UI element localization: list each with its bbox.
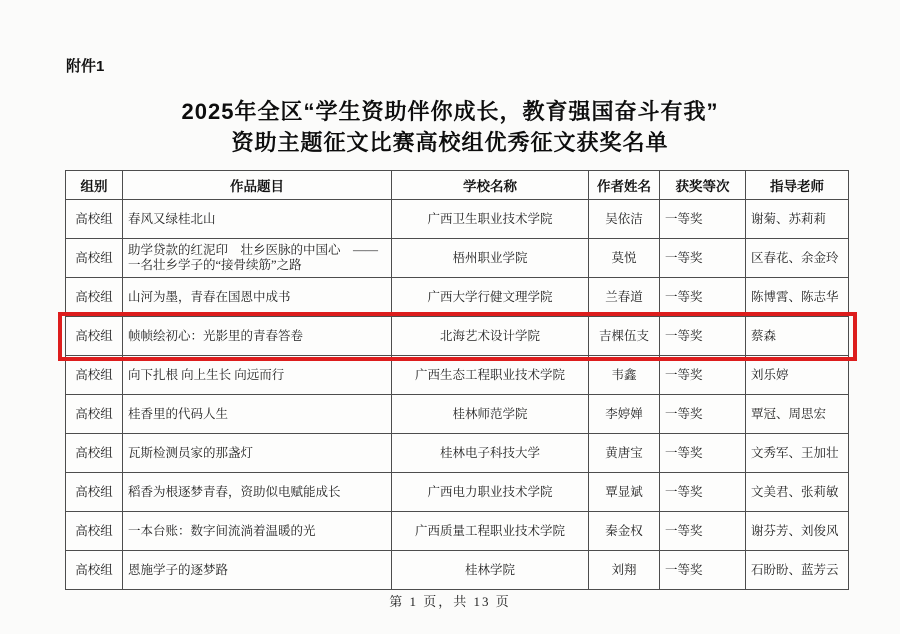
table-cell: 帧帧绘初心：光影里的青春答卷 (123, 317, 392, 356)
document-title-line1: 2025年全区“学生资助伴你成长，教育强国奋斗有我” (181, 99, 719, 124)
table-row (66, 473, 849, 512)
table-cell: 莫悦 (589, 239, 660, 278)
table-cell: 高校组 (66, 551, 123, 590)
header-advisor: 指导老师 (746, 171, 849, 200)
table-cell: 吉棵伍支 (589, 317, 660, 356)
table-row (66, 239, 849, 278)
document-title (0, 96, 900, 158)
table-cell: 高校组 (66, 473, 123, 512)
table-cell: 谢菊、苏莉莉 (746, 200, 849, 239)
header-author-name: 作者姓名 (589, 171, 660, 200)
table-cell: 一本台账：数字间流淌着温暖的光 (123, 512, 392, 551)
table-cell: 广西卫生职业技术学院 (392, 200, 589, 239)
table-cell: 春风又绿桂北山 (123, 200, 392, 239)
table-cell: 广西生态工程职业技术学院 (392, 356, 589, 395)
table-cell: 桂香里的代码人生 (123, 395, 392, 434)
table-cell: 兰春道 (589, 278, 660, 317)
table-cell: 桂林电子科技大学 (392, 434, 589, 473)
table-cell: 一等奖 (660, 512, 746, 551)
table-cell: 黄唐宝 (589, 434, 660, 473)
header-group: 组别 (66, 171, 123, 200)
attachment-label: 附件1 (66, 58, 105, 75)
table-cell: 谢芬芳、刘俊风 (746, 512, 849, 551)
table-cell: 覃冠、周思宏 (746, 395, 849, 434)
table-cell: 广西电力职业技术学院 (392, 473, 589, 512)
table-row (66, 512, 849, 551)
table-cell: 北海艺术设计学院 (392, 317, 589, 356)
table-cell: 稻香为根逐梦青春，资助似电赋能成长 (123, 473, 392, 512)
table-header (66, 171, 849, 200)
table-cell: 蔡森 (746, 317, 849, 356)
table-cell: 一等奖 (660, 473, 746, 512)
table-cell: 恩施学子的逐梦路 (123, 551, 392, 590)
table-cell: 文秀军、王加壮 (746, 434, 849, 473)
table-row (66, 551, 849, 590)
table-cell: 一等奖 (660, 317, 746, 356)
table-cell: 一等奖 (660, 395, 746, 434)
table-cell: 高校组 (66, 200, 123, 239)
table-cell: 文美君、张莉敏 (746, 473, 849, 512)
table-cell: 秦金权 (589, 512, 660, 551)
table-cell: 山河为墨，青春在国恩中成书 (123, 278, 392, 317)
table-cell: 一等奖 (660, 434, 746, 473)
table-cell: 高校组 (66, 239, 123, 278)
table-cell: 瓦斯检测员家的那盏灯 (123, 434, 392, 473)
table-row (66, 278, 849, 317)
table-row (66, 395, 849, 434)
table-cell: 一等奖 (660, 356, 746, 395)
table-cell: 助学贷款的红泥印 壮乡医脉的中国心 —— 一名壮乡学子的“接骨续筋”之路 (123, 239, 392, 278)
header-school-name: 学校名称 (392, 171, 589, 200)
table-cell: 一等奖 (660, 200, 746, 239)
table-cell: 一等奖 (660, 551, 746, 590)
table-cell: 区春花、余金玲 (746, 239, 849, 278)
table-cell: 广西大学行健文理学院 (392, 278, 589, 317)
table-cell: 高校组 (66, 317, 123, 356)
table-cell: 桂林学院 (392, 551, 589, 590)
table-cell: 向下扎根 向上生长 向远而行 (123, 356, 392, 395)
table-cell: 高校组 (66, 395, 123, 434)
header-award-level: 获奖等次 (660, 171, 746, 200)
table-cell: 刘乐婷 (746, 356, 849, 395)
table-row (66, 356, 849, 395)
table-cell: 高校组 (66, 356, 123, 395)
table-cell: 广西质量工程职业技术学院 (392, 512, 589, 551)
document-title-line2: 资助主题征文比赛高校组优秀征文获奖名单 (231, 130, 669, 155)
table-cell: 石盼盼、蓝芳云 (746, 551, 849, 590)
table-cell: 高校组 (66, 512, 123, 551)
table-cell: 韦鑫 (589, 356, 660, 395)
table-cell: 一等奖 (660, 239, 746, 278)
table-row (66, 317, 849, 356)
award-table (65, 170, 849, 590)
table-cell: 刘翔 (589, 551, 660, 590)
table-cell: 高校组 (66, 434, 123, 473)
table-cell: 一等奖 (660, 278, 746, 317)
table-cell: 李婷婵 (589, 395, 660, 434)
header-work-title: 作品题目 (123, 171, 392, 200)
page-footer: 第 1 页，共 13 页 (389, 594, 511, 609)
table-cell: 梧州职业学院 (392, 239, 589, 278)
table-cell: 吴依洁 (589, 200, 660, 239)
table-cell: 高校组 (66, 278, 123, 317)
table-body (66, 200, 849, 590)
table-row (66, 434, 849, 473)
table-cell: 陈博霄、陈志华 (746, 278, 849, 317)
table-row (66, 200, 849, 239)
table-header-row (66, 171, 849, 200)
table-cell: 覃显斌 (589, 473, 660, 512)
table-cell: 桂林师范学院 (392, 395, 589, 434)
